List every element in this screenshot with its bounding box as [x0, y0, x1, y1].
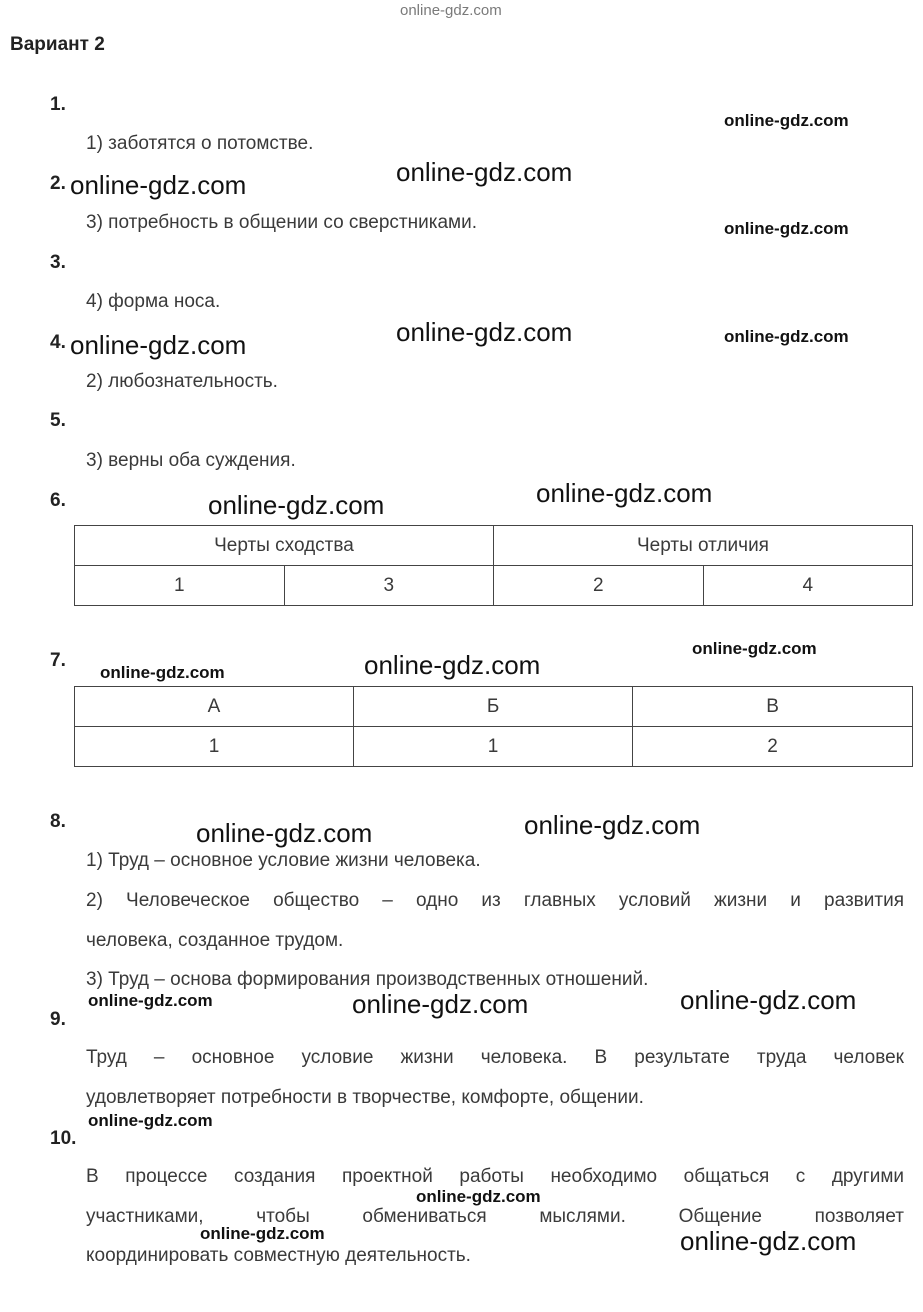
- table-cell: 2: [633, 727, 913, 767]
- watermark: online-gdz.com: [724, 219, 849, 238]
- question-number: 10.: [50, 1128, 77, 1149]
- watermark: online-gdz.com: [524, 810, 701, 840]
- table-header: Черты отличия: [494, 526, 913, 566]
- answer-text: 4) форма носа.: [86, 291, 221, 312]
- watermark: online-gdz.com: [536, 478, 713, 508]
- question-number: 2.: [50, 173, 66, 194]
- answer-line: 1) Труд – основное условие жизни человека.: [86, 850, 481, 871]
- watermark: online-gdz.com: [208, 490, 385, 520]
- watermark: online-gdz.com: [724, 327, 849, 346]
- table-header: Черты сходства: [75, 526, 494, 566]
- question-number: 7.: [50, 650, 66, 671]
- answer-line: В процессе создания проектной работы необходимо общаться с другими: [86, 1166, 904, 1187]
- table-cell: 1: [354, 727, 633, 767]
- watermark: online-gdz.com: [100, 663, 225, 682]
- question-number: 8.: [50, 811, 66, 832]
- watermark: online-gdz.com: [396, 317, 573, 347]
- watermark: online-gdz.com: [88, 991, 213, 1010]
- question-number: 1.: [50, 94, 66, 115]
- watermark: online-gdz.com: [200, 1224, 325, 1243]
- watermark: online-gdz.com: [416, 1187, 541, 1206]
- watermark: online-gdz.com: [364, 650, 541, 680]
- question-number: 9.: [50, 1009, 66, 1030]
- table-cell: 3: [284, 566, 494, 606]
- question-number: 6.: [50, 490, 66, 511]
- table-header: Б: [354, 687, 633, 727]
- answer-line: человека, созданное трудом.: [86, 930, 344, 951]
- answer-line: удовлетворяет потребности в творчестве, комфорте, общении.: [86, 1087, 644, 1108]
- answer-text: 2) любознательность.: [86, 371, 278, 392]
- watermark: online-gdz.com: [692, 639, 817, 658]
- table-cell: 2: [494, 566, 704, 606]
- watermark: online-gdz.com: [680, 1226, 857, 1256]
- answer-line: 2) Человеческое общество – одно из главных условий жизни и развития: [86, 890, 904, 911]
- table-cell: 4: [703, 566, 913, 606]
- answer-text: 3) потребность в общении со сверстниками.: [86, 212, 477, 233]
- watermark: online-gdz.com: [88, 1111, 213, 1130]
- watermark: online-gdz.com: [724, 111, 849, 130]
- page-title: Вариант 2: [10, 34, 105, 55]
- table-header: А: [75, 687, 354, 727]
- watermark: online-gdz.com: [196, 818, 373, 848]
- watermark-top: online-gdz.com: [400, 2, 502, 19]
- table-cell: 1: [75, 727, 354, 767]
- question-number: 5.: [50, 410, 66, 431]
- watermark: online-gdz.com: [70, 330, 247, 360]
- answer-text: 3) верны оба суждения.: [86, 450, 296, 471]
- watermark: online-gdz.com: [70, 170, 247, 200]
- watermark: online-gdz.com: [680, 985, 857, 1015]
- answer-text: 1) заботятся о потомстве.: [86, 133, 314, 154]
- answer-line: участниками, чтобы обмениваться мыслями. Общение позволяет: [86, 1206, 904, 1227]
- answer-line: координировать совместную деятельность.: [86, 1245, 471, 1266]
- answer-table-7: [74, 686, 913, 767]
- question-number: 3.: [50, 252, 66, 273]
- answer-line: 3) Труд – основа формирования производственных отношений.: [86, 969, 649, 990]
- watermark: online-gdz.com: [396, 157, 573, 187]
- answer-line: Труд – основное условие жизни человека. В результате труда человек: [86, 1047, 904, 1068]
- answer-table-6: [74, 525, 913, 606]
- table-header: В: [633, 687, 913, 727]
- watermark: online-gdz.com: [352, 989, 529, 1019]
- question-number: 4.: [50, 332, 66, 353]
- table-cell: 1: [75, 566, 285, 606]
